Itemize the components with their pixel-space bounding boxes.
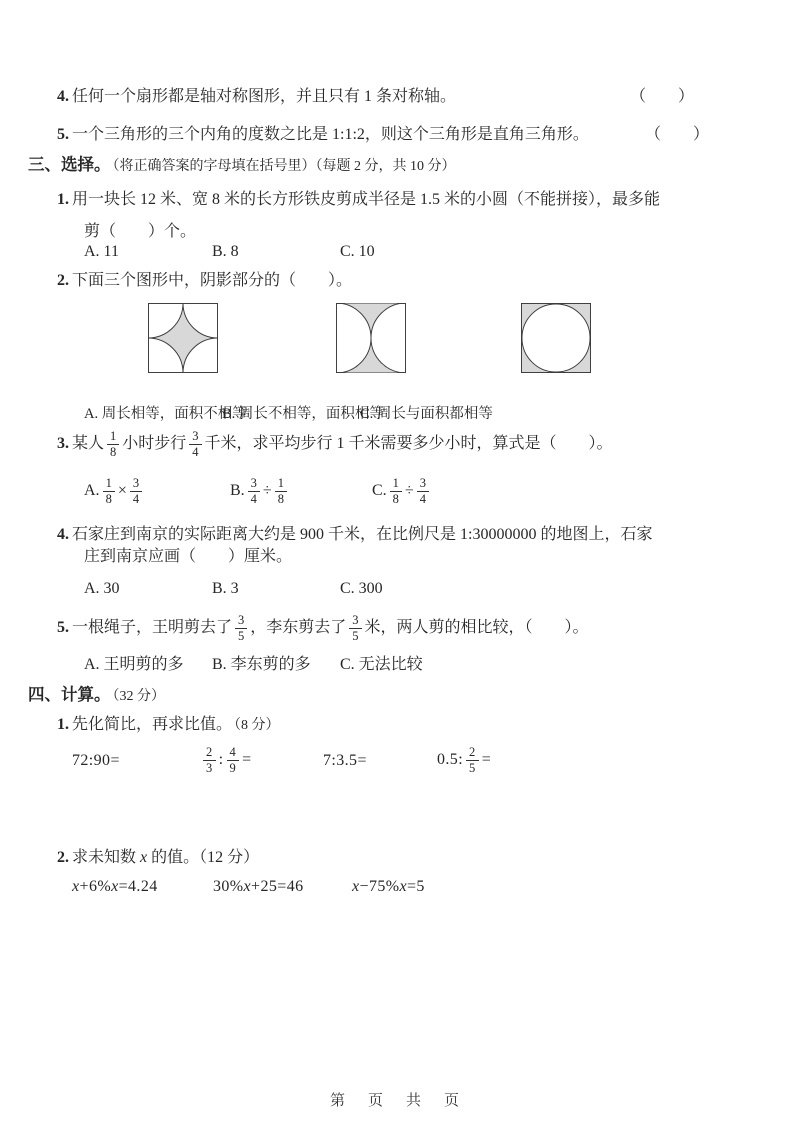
calc-part2-label	[57, 848, 259, 868]
section-heading-choice	[28, 155, 456, 177]
denominator: 8	[392, 491, 399, 506]
numerator: 1	[107, 429, 119, 444]
equation-2	[213, 877, 304, 897]
section-note: （32 分）	[112, 689, 165, 704]
expression-prefix: 0.5:	[437, 751, 464, 768]
fraction	[417, 476, 429, 506]
choice-q4-line1	[57, 525, 652, 545]
question-text: 任何一个扇形都是轴对称图形，并且只有 1 条对称轴。	[72, 88, 457, 105]
section-note: （将正确答案的字母填在括号里）（每题 2 分，共 10 分）	[112, 159, 456, 174]
operator: ÷	[262, 482, 272, 499]
denominator: 4	[132, 491, 140, 506]
choice-q1-option-a: A. 11	[84, 243, 119, 260]
choice-q3-line	[57, 426, 613, 462]
choice-q1-option-c: C. 10	[340, 243, 375, 260]
figure-semicircles	[336, 303, 406, 373]
white-circle	[522, 304, 590, 372]
question-text: 一根绳子，王明剪去了	[72, 619, 233, 636]
numerator: 1	[275, 476, 287, 491]
numerator: 1	[390, 476, 402, 491]
question-text: 下面三个图形中，阴影部分的（ ）。	[72, 272, 353, 289]
ratio-colon: :	[218, 751, 224, 768]
choice-q3-option-a	[84, 473, 145, 509]
numerator: 3	[235, 613, 247, 628]
choice-q2-line	[57, 271, 352, 291]
fraction	[235, 613, 247, 643]
denominator: 8	[277, 491, 284, 506]
question-number: 2.	[57, 849, 69, 866]
fraction	[130, 476, 142, 506]
choice-q2-option-b: B. 周长不相等，面积相等	[222, 406, 384, 422]
calc-part1-label	[57, 715, 280, 736]
choice-q4-option-b: B. 3	[212, 580, 239, 597]
question-text: ，李东剪去了	[250, 619, 347, 636]
equals-sign: =	[242, 751, 252, 768]
question-text: 一个三角形的三个内角的度数之比是 1:1:2，则这个三角形是直角三角形。	[72, 126, 589, 143]
denominator: 5	[352, 628, 359, 643]
equation-text: =5	[406, 878, 425, 895]
fraction	[189, 429, 201, 459]
figure-semicircles-svg	[336, 303, 406, 373]
question-number: 2.	[57, 272, 69, 289]
question-text: 石家庄到南京的实际距离大约是 900 千米，在比例尺是 1:30000000 的地图上，石家	[72, 526, 653, 543]
figure-inscribed-circle-svg	[521, 303, 591, 373]
section-title: 三、选择。	[28, 155, 111, 174]
equals-sign: =	[481, 751, 492, 768]
denominator: 3	[206, 760, 213, 775]
judge-item-5-answer-brackets: （ ）	[645, 126, 710, 143]
numerator: 4	[227, 745, 240, 760]
choice-q3-option-c	[372, 473, 432, 509]
option-label: C.	[372, 482, 387, 499]
denominator: 9	[229, 760, 237, 775]
judge-item-4	[57, 87, 456, 107]
fraction	[466, 745, 479, 775]
judge-item-4-answer-brackets: （ ）	[630, 88, 695, 105]
choice-q1-line2: 剪（ ）个。	[84, 223, 197, 240]
choice-q2-option-c: C. 周长与面积都相等	[360, 406, 493, 422]
variable-x: x	[140, 849, 148, 866]
choice-q4-option-c: C. 300	[340, 580, 383, 597]
figure-shaded-star	[148, 303, 218, 373]
equation-text: −75%	[359, 878, 400, 895]
choice-q5-option-a: A. 王明剪的多	[84, 656, 184, 673]
ratio-expression-4	[437, 742, 491, 778]
section-heading-calc	[28, 685, 165, 707]
choice-q1-line1	[57, 190, 660, 210]
denominator: 4	[192, 444, 199, 459]
equation-text: +25=46	[251, 878, 304, 895]
question-number: 1.	[57, 191, 69, 208]
fraction	[349, 613, 361, 643]
numerator: 3	[349, 613, 361, 628]
operator: ×	[117, 482, 127, 499]
question-text: 用一块长 12 米、宽 8 米的长方形铁皮剪成半径是 1.5 米的小圆（不能拼接），最多能	[72, 191, 661, 208]
question-text: 先化简比，再求比值。	[72, 716, 233, 733]
ratio-expression-3: 7:3.5=	[323, 752, 367, 769]
numerator: 3	[417, 476, 429, 491]
ratio-expression-1: 72:90=	[72, 752, 120, 769]
numerator: 1	[103, 476, 115, 491]
fraction	[107, 429, 119, 459]
choice-q5-line	[57, 610, 589, 646]
equation-3	[352, 877, 425, 897]
question-number: 5.	[57, 619, 69, 636]
variable-x: x	[243, 878, 252, 895]
numerator: 3	[130, 476, 142, 491]
question-number: 3.	[57, 435, 69, 452]
variable-x: x	[399, 878, 407, 895]
equation-text: +6%	[79, 878, 112, 895]
choice-q2-option-a: A. 周长相等，面积不相等	[84, 406, 247, 422]
ratio-expression-2	[200, 742, 252, 778]
fraction	[103, 476, 115, 506]
choice-q4-option-a: A. 30	[84, 580, 120, 597]
score-note: （8 分）	[234, 718, 280, 733]
fraction	[275, 476, 287, 506]
question-text: 米，两人剪的相比较，（ ）。	[364, 619, 589, 636]
equation-text: 30%	[213, 878, 244, 895]
section-title: 四、计算。	[28, 685, 111, 704]
choice-q5-option-b: B. 李东剪的多	[212, 656, 311, 673]
fraction	[203, 745, 216, 775]
choice-q5-option-c: C. 无法比较	[340, 656, 423, 673]
fraction	[248, 476, 260, 506]
question-text: 的值。（12 分）	[147, 849, 260, 866]
choice-q4-line2: 庄到南京应画（ ）厘米。	[84, 548, 293, 565]
denominator: 8	[105, 491, 112, 506]
numerator: 3	[189, 429, 201, 444]
denominator: 5	[469, 760, 476, 775]
choice-q1-option-b: B. 8	[212, 243, 239, 260]
question-number: 4.	[57, 88, 69, 105]
denominator: 5	[238, 628, 245, 643]
equation-text: =4.24	[118, 878, 158, 895]
denominator: 8	[110, 444, 117, 459]
question-text: 求未知数	[72, 849, 141, 866]
question-number: 1.	[57, 716, 69, 733]
judge-item-5	[57, 125, 589, 145]
denominator: 4	[250, 491, 257, 506]
operator: ÷	[404, 482, 414, 499]
numerator: 2	[203, 745, 216, 760]
choice-q3-option-b	[230, 473, 290, 509]
equation-1	[72, 877, 158, 897]
question-text: 小时步行	[122, 435, 187, 452]
variable-x: x	[111, 878, 119, 895]
question-number: 4.	[57, 526, 69, 543]
question-text: 千米，求平均步行 1 千米需要多少小时，算式是（ ）。	[204, 435, 613, 452]
question-text: 某人	[72, 435, 105, 452]
option-label: A.	[84, 482, 100, 499]
figure-shaded-star-svg	[148, 303, 218, 373]
figure-inscribed-circle	[521, 303, 591, 373]
question-number: 5.	[57, 126, 69, 143]
variable-x: x	[352, 878, 360, 895]
page-footer: 第 页 共 页	[329, 1093, 463, 1109]
denominator: 4	[419, 491, 426, 506]
fraction	[390, 476, 402, 506]
numerator: 3	[248, 476, 260, 491]
fraction	[227, 745, 240, 775]
variable-x: x	[72, 878, 80, 895]
option-label: B.	[230, 482, 245, 499]
numerator: 2	[466, 745, 479, 760]
